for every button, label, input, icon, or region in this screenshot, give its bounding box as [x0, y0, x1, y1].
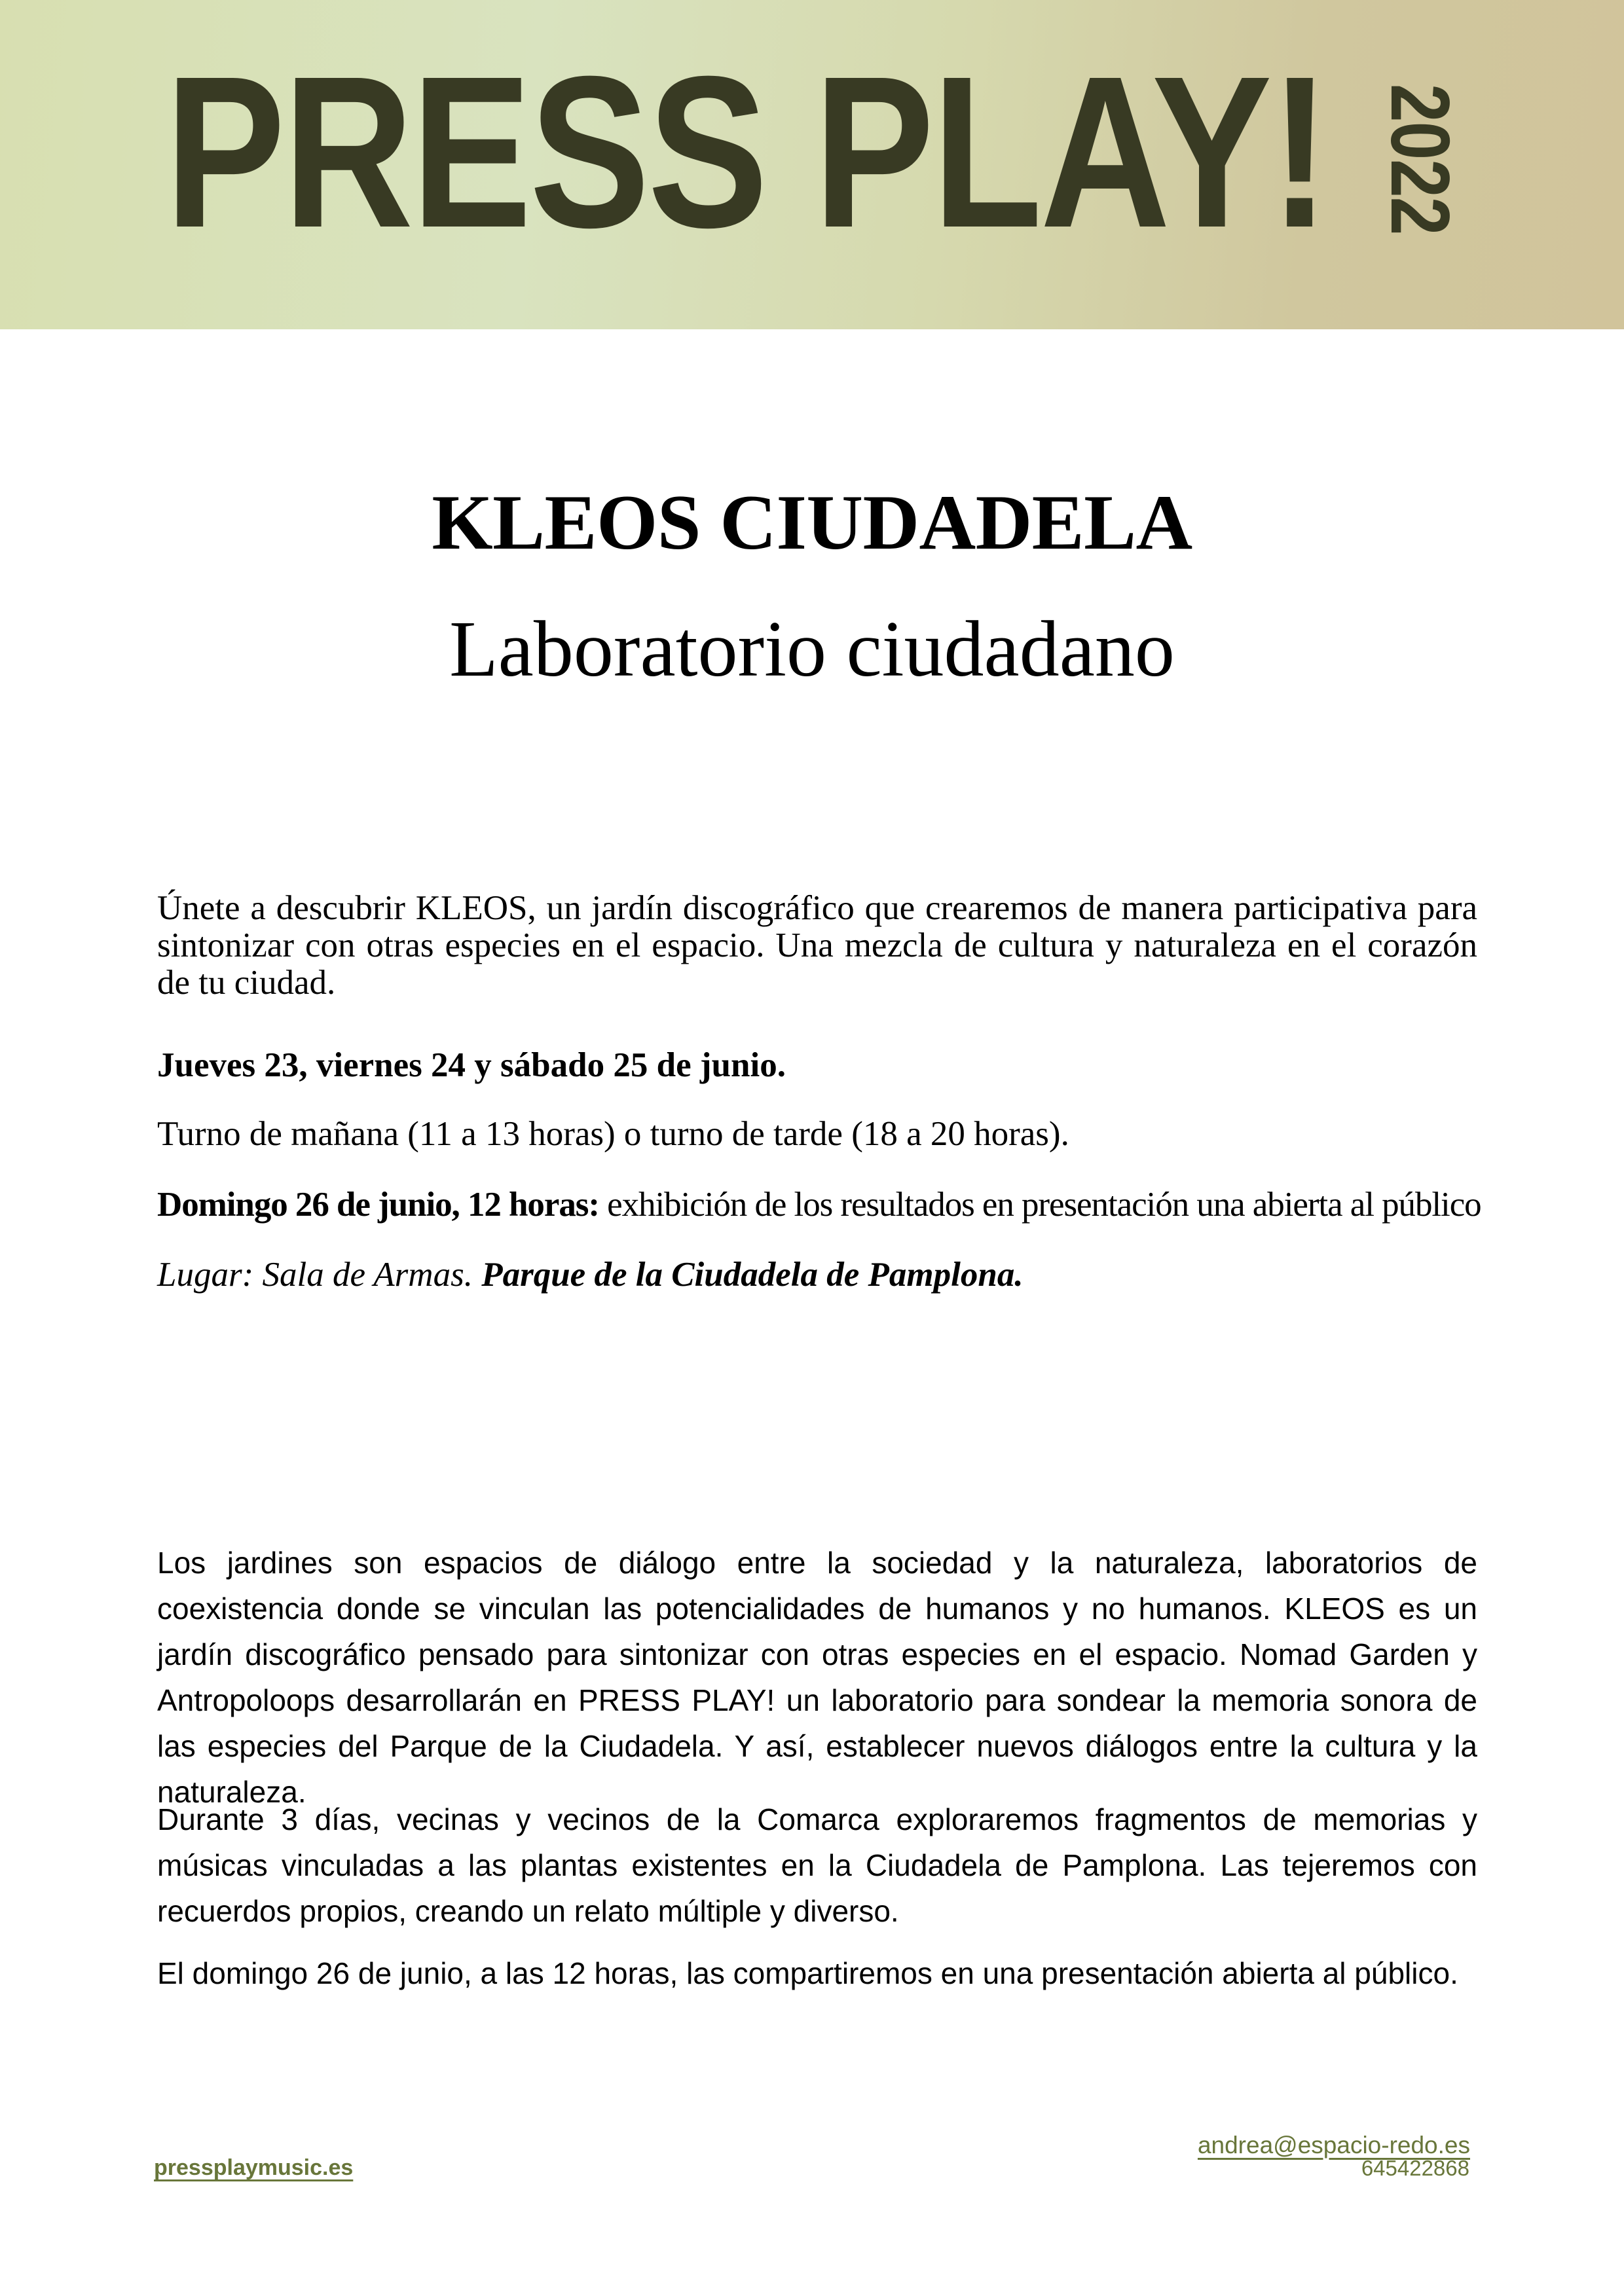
body-paragraph-2: Durante 3 días, vecinas y vecinos de la Comarca exploraremos fragmentos de memorias y músicas vinculadas a las plantas existentes en la Ciudadela de Pamplona. Las tejeremos con recuerdos propios, creando un relato múltiple y diverso. — [157, 1802, 1477, 1928]
page-subtitle: Laboratorio ciudadano — [449, 605, 1175, 693]
sunday-date-bold: Domingo 26 de junio, 12 horas: — [157, 1186, 599, 1224]
press-play-logo: PRESS PLAY! — [165, 31, 1328, 272]
location-bold: Parque de la Ciudadela de Pamplona. — [472, 1256, 1024, 1294]
workshop-dates-line: Jueves 23, viernes 24 y sábado 25 de junio. — [157, 1046, 786, 1084]
logo-year-2022: 2022 — [1374, 84, 1467, 235]
website-link[interactable]: pressplaymusic.es — [154, 2155, 354, 2180]
sunday-exhibition-text: exhibición de los resultados en presentación una abierta al público — [599, 1186, 1481, 1224]
location-line — [157, 1256, 1477, 1294]
body-paragraph-3: El domingo 26 de junio, a las 12 horas, las compartiremos en una presentación abierta al público. — [157, 1956, 1458, 1990]
header-banner — [0, 0, 1624, 329]
phone-number: 645422868 — [1361, 2156, 1469, 2180]
body-paragraph-1: Los jardines son espacios de diálogo entre la sociedad y la naturaleza, laboratorios de coexistencia donde se vinculan las potencialidades de humanos y no humanos. KLEOS es un jardín discográfico pensado para sintonizar con otras especies en el espacio. Nomad Garden y Antropoloops desarrollarán en PRESS PLAY! un laboratorio para sondear la memoria sonora de las especies del Parque de la Ciudadela. Y así, establecer nuevos diálogos entre la cultura y la naturaleza. — [157, 1546, 1477, 1809]
sunday-exhibition-line — [157, 1186, 1481, 1224]
email-link[interactable]: andrea@espacio-redo.es — [1197, 2132, 1470, 2159]
intro-paragraph: Únete a descubrir KLEOS, un jardín discográfico que crearemos de manera participativa para sintonizar con otras especies en el espacio. Una mezcla de cultura y naturaleza en el corazón de tu ciudad. — [157, 889, 1477, 1002]
location-italic: Lugar: Sala de Armas. — [157, 1256, 473, 1294]
page-title: KLEOS CIUDADELA — [432, 479, 1192, 566]
shifts-line: Turno de mañana (11 a 13 horas) o turno de tarde (18 a 20 horas). — [157, 1115, 1069, 1153]
